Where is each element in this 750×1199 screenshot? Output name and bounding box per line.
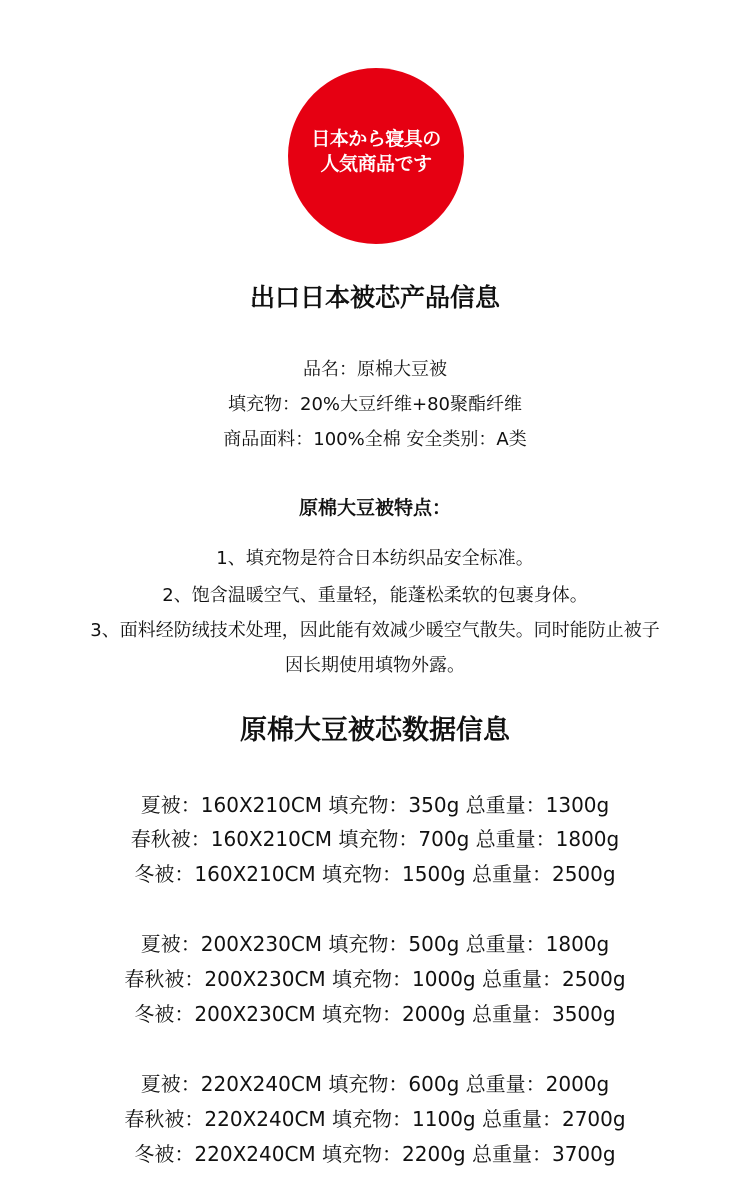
size-200-summer: 夏被：200X230CM 填充物：500g 总重量：1800g (140, 932, 610, 956)
size-160-winter: 冬被：160X210CM 填充物：1500g 总重量：2500g (134, 862, 616, 886)
size-220-winter: 冬被：220X240CM 填充物：2200g 总重量：3700g (134, 1142, 616, 1166)
badge-line-1: 日本から寝具の (311, 128, 441, 150)
badge-text (306, 127, 446, 177)
size-200-winter: 冬被：200X230CM 填充物：2000g 总重量：3500g (134, 1002, 616, 1026)
export-info-title: 出口日本被芯产品信息 (249, 283, 500, 312)
size-220-summer: 夏被：220X240CM 填充物：600g 总重量：2000g (140, 1072, 610, 1096)
size-160-spring-autumn: 春秋被：160X210CM 填充物：700g 总重量：1800g (130, 827, 620, 851)
product-fabric: 商品面料：100%全棉 安全类别：A类 (223, 429, 527, 450)
japan-badge (288, 68, 464, 244)
feature-3: 3、面料经防绒技术处理，因此能有效减少暖空气散失。同时能防止被子 (90, 620, 660, 641)
feature-2: 2、饱含温暖空气、重量轻，能蓬松柔软的包裹身体。 (162, 585, 588, 606)
badge-line-2: 人気商品です (320, 153, 432, 175)
size-220-spring-autumn: 春秋被：220X240CM 填充物：1100g 总重量：2700g (124, 1107, 626, 1131)
size-160-summer: 夏被：160X210CM 填充物：350g 总重量：1300g (140, 793, 610, 817)
features-title: 原棉大豆被特点： (298, 497, 451, 519)
product-filling: 填充物：20%大豆纤维+80聚酯纤维 (228, 394, 522, 415)
feature-1: 1、填充物是符合日本纺织品安全标准。 (216, 548, 534, 569)
feature-3-continued: 因长期使用填物外露。 (285, 655, 465, 676)
data-info-title: 原棉大豆被芯数据信息 (240, 715, 510, 746)
product-name: 品名：原棉大豆被 (303, 359, 447, 380)
size-200-spring-autumn: 春秋被：200X230CM 填充物：1000g 总重量：2500g (124, 967, 626, 991)
